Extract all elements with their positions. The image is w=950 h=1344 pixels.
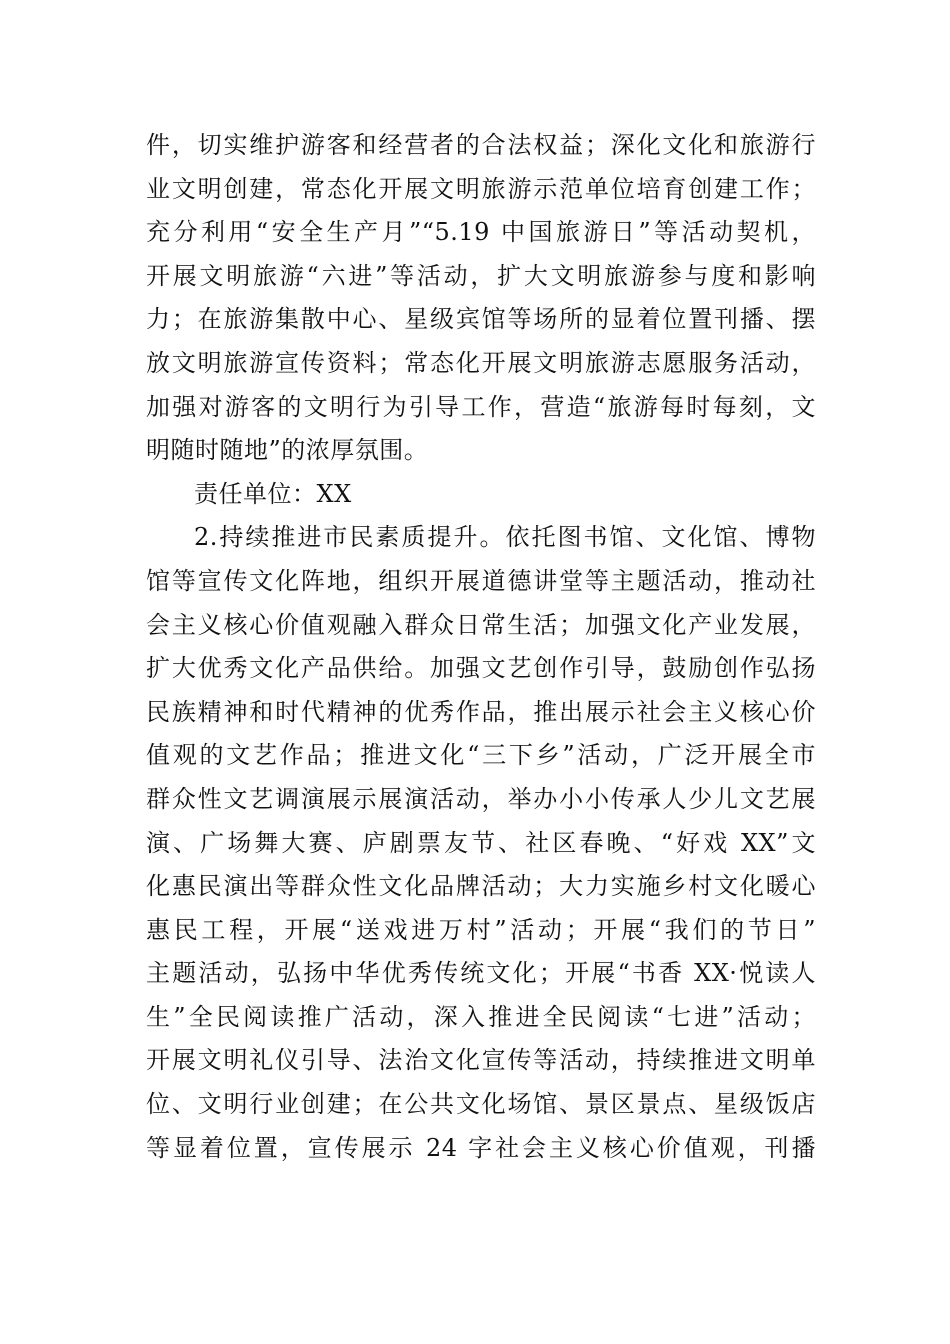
text-line: 充分利用“安全生产月”“5.19 中国旅游日”等活动契机，	[146, 218, 816, 247]
text-line: 2.持续推进市民素质提升。依托图书馆、文化馆、博物	[194, 523, 816, 552]
text-line: 化惠民演出等群众性文化品牌活动；大力实施乡村文化暖心	[146, 872, 816, 901]
document-body	[146, 124, 816, 1170]
text-line: 生”全民阅读推广活动，深入推进全民阅读“七进”活动；	[146, 1002, 816, 1031]
text-line: 明随时随地”的浓厚氛围。	[146, 436, 429, 465]
text-line: 件，切实维护游客和经营者的合法权益；深化文化和旅游行	[146, 131, 816, 159]
text-line: 主题活动，弘扬中华优秀传统文化；开展“书香 XX·悦读人	[146, 959, 816, 988]
text-line: 值观的文艺作品；推进文化“三下乡”活动，广泛开展全市	[146, 741, 816, 770]
text-line: 群众性文艺调演展示展演活动，举办小小传承人少儿文艺展	[146, 784, 816, 813]
text-line: 放文明旅游宣传资料；常态化开展文明旅游志愿服务活动，	[146, 348, 816, 377]
text-line: 开展文明礼仪引导、法治文化宣传等活动，持续推进文明单	[146, 1046, 816, 1075]
text-line: 演、广场舞大赛、庐剧票友节、社区春晚、“好戏 XX”文	[146, 828, 816, 857]
responsible-unit: 责任单位：XX	[194, 479, 352, 508]
text-line: 馆等宣传文化阵地，组织开展道德讲堂等主题活动，推动社	[146, 566, 816, 595]
text-line: 加强对游客的文明行为引导工作，营造“旅游每时每刻，文	[146, 392, 816, 421]
text-line: 扩大优秀文化产品供给。加强文艺创作引导，鼓励创作弘扬	[146, 654, 816, 683]
text-line: 等显着位置，宣传展示 24 字社会主义核心价值观，刊播	[146, 1133, 816, 1162]
text-line: 惠民工程，开展“送戏进万村”活动；开展“我们的节日”	[146, 915, 816, 944]
paragraph-2	[146, 516, 816, 1170]
text-line: 位、文明行业创建；在公共文化场馆、景区景点、星级饭店	[146, 1090, 816, 1119]
text-line: 力；在旅游集散中心、星级宾馆等场所的显着位置刊播、摆	[146, 305, 816, 334]
paragraph-1	[146, 124, 816, 473]
text-line: 民族精神和时代精神的优秀作品，推出展示社会主义核心价	[146, 697, 816, 726]
text-line: 业文明创建，常态化开展文明旅游示范单位培育创建工作；	[146, 174, 816, 203]
text-line: 开展文明旅游“六进”等活动，扩大文明旅游参与度和影响	[146, 261, 816, 290]
text-line: 会主义核心价值观融入群众日常生活；加强文化产业发展，	[146, 610, 816, 639]
